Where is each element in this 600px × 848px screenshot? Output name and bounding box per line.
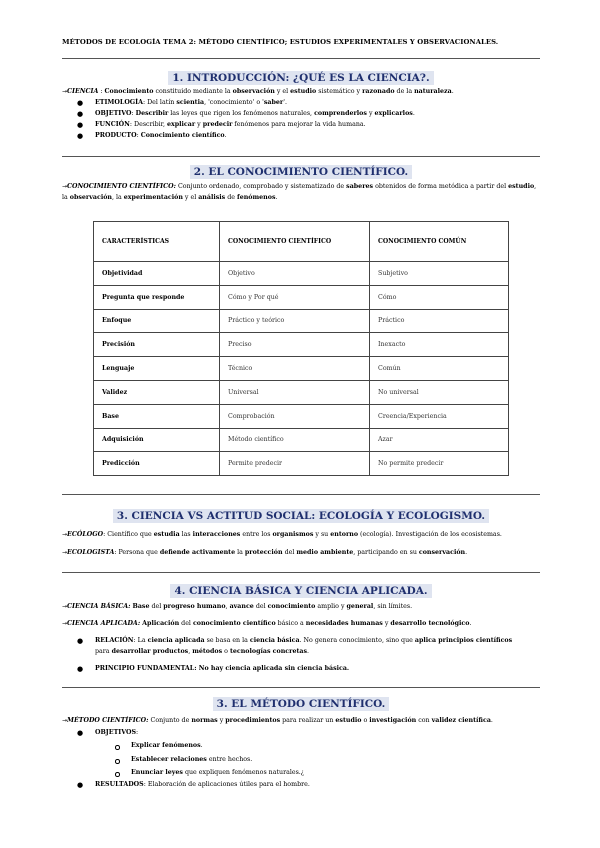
table-cell: Preciso bbox=[220, 333, 370, 357]
table-cell: Práctico y teórico bbox=[220, 309, 370, 333]
divider bbox=[62, 156, 540, 157]
table-cell: Comprobación bbox=[220, 404, 370, 428]
table-cell: Creencia/Experiencia bbox=[370, 404, 509, 428]
section-heading-3: 3. CIENCIA VS ACTITUD SOCIAL: ECOLOGÍA Y ECOLOGISMO. bbox=[62, 510, 540, 522]
bullet-icon: ● bbox=[77, 637, 84, 645]
table-row bbox=[94, 428, 509, 452]
circle-bullet-icon bbox=[115, 772, 120, 777]
bullet-icon: ● bbox=[77, 121, 84, 129]
section-heading-4: 4. CIENCIA BÁSICA Y CIENCIA APLICADA. bbox=[62, 585, 540, 597]
section-heading-1: 1. INTRODUCCIÓN: ¿QUÉ ES LA CIENCIA?. bbox=[62, 72, 540, 84]
table-row bbox=[94, 262, 509, 286]
table-cell: Base bbox=[94, 404, 220, 428]
comparison-table bbox=[93, 221, 509, 476]
ciencia-basica-definition: →CIENCIA BÁSICA: Base del progreso humano, avance del conocimiento amplio y general, sin límites. bbox=[62, 603, 413, 610]
table-header: CONOCIMIENTO CIENTÍFICO bbox=[220, 222, 370, 262]
table-cell: Método científico bbox=[220, 428, 370, 452]
table-row bbox=[94, 309, 509, 333]
table-row bbox=[94, 404, 509, 428]
divider bbox=[62, 687, 540, 688]
table-row bbox=[94, 333, 509, 357]
bullet-icon: ● bbox=[77, 729, 84, 737]
divider bbox=[62, 494, 540, 495]
table-header: CARACTERÍSTICAS bbox=[94, 222, 220, 262]
bullet-icon: ● bbox=[77, 132, 84, 140]
table-cell: Inexacto bbox=[370, 333, 509, 357]
section-heading-5: 3. EL MÉTODO CIENTÍFICO. bbox=[62, 698, 540, 710]
bullet-relacion: RELACIÓN: La ciencia aplicada se basa en la ciencia básica. No genera conocimiento, sino que aplica principios científicos para desarrollar productos, métodos o tecnologías concretas. bbox=[95, 637, 513, 655]
table-cell: No permite predecir bbox=[370, 452, 509, 476]
bullet-icon: ● bbox=[77, 99, 84, 107]
bullet-icon: ● bbox=[77, 781, 84, 789]
table-cell: Cómo y Por qué bbox=[220, 285, 370, 309]
table-cell: Azar bbox=[370, 428, 509, 452]
metodo-definition: →MÉTODO CIENTÍFICO: Conjunto de normas y procedimientos para realizar un estudio o investigación con validez científica. bbox=[62, 717, 493, 724]
bullet-producto: PRODUCTO: Conocimiento científico. bbox=[95, 132, 227, 139]
bullet-icon: ● bbox=[77, 110, 84, 118]
circle-bullet-icon bbox=[115, 745, 120, 750]
ciencia-definition: →CIENCIA : Conocimiento constituido mediante la observación y el estudio sistemático y razonado de la naturaleza. bbox=[62, 88, 454, 95]
table-cell: Común bbox=[370, 357, 509, 381]
table-cell: Adquisición bbox=[94, 428, 220, 452]
table-cell: Técnico bbox=[220, 357, 370, 381]
subitem-explicar: Explicar fenómenos. bbox=[131, 742, 203, 749]
table-row bbox=[94, 380, 509, 404]
bullet-icon: ● bbox=[77, 665, 84, 673]
table-header: CONOCIMIENTO COMÚN bbox=[370, 222, 509, 262]
table-cell: Lenguaje bbox=[94, 357, 220, 381]
table-cell: Pregunta que responde bbox=[94, 285, 220, 309]
document-title: MÉTODOS DE ECOLOGÍA TEMA 2: MÉTODO CIENTÍFICO; ESTUDIOS EXPERIMENTALES Y OBSERVACIONALES. bbox=[62, 38, 499, 46]
table-cell: Predicción bbox=[94, 452, 220, 476]
bullet-objetivos: OBJETIVOS: bbox=[95, 729, 139, 736]
bullet-resultados: RESULTADOS: Elaboración de aplicaciones útiles para el hombre. bbox=[95, 781, 310, 788]
table-cell: Cómo bbox=[370, 285, 509, 309]
table-cell: Subjetivo bbox=[370, 262, 509, 286]
table-cell: Enfoque bbox=[94, 309, 220, 333]
table-cell: Validez bbox=[94, 380, 220, 404]
bullet-objetivo: OBJETIVO: Describir las leyes que rigen los fenómenos naturales, comprenderlos y explicarlos. bbox=[95, 110, 415, 117]
conocimiento-definition: →CONOCIMIENTO CIENTÍFICO: Conjunto ordenado, comprobado y sistematizado de saberes obtenidos de forma metódica a partir del estudio, la observación, la experimentación y el análisis de fenómenos. bbox=[62, 183, 537, 201]
table-row bbox=[94, 285, 509, 309]
table-cell: Práctico bbox=[370, 309, 509, 333]
bullet-etimologia: ETIMOLOGÍA: Del latín scientia, 'conocimiento' o 'saber'. bbox=[95, 99, 287, 106]
table-cell: Objetivo bbox=[220, 262, 370, 286]
table-row bbox=[94, 452, 509, 476]
table-header-row bbox=[94, 222, 509, 262]
table-cell: Universal bbox=[220, 380, 370, 404]
ciencia-aplicada-definition: →CIENCIA APLICADA: Aplicación del conocimiento científico básico a necesidades humanas y desarrollo tecnológico. bbox=[62, 620, 472, 627]
circle-bullet-icon bbox=[115, 759, 120, 764]
table-cell: No universal bbox=[370, 380, 509, 404]
ecologista-definition: →ECOLOGISTA: Persona que defiende activamente la protección del medio ambiente, participando en su conservación. bbox=[62, 549, 468, 556]
ecologo-definition: →ECÓLOGO: Científico que estudia las interacciones entre los organismos y su entorno (ecología). Investigación de los ecosistemas. bbox=[62, 531, 502, 538]
bullet-funcion: FUNCIÓN: Describir, explicar y predecir fenómenos para mejorar la vida humana. bbox=[95, 121, 366, 128]
table-cell: Permite predecir bbox=[220, 452, 370, 476]
section-heading-2: 2. EL CONOCIMIENTO CIENTÍFICO. bbox=[62, 166, 540, 178]
table-cell: Objetividad bbox=[94, 262, 220, 286]
subitem-establecer: Establecer relaciones entre hechos. bbox=[131, 756, 253, 763]
subitem-enunciar: Enunciar leyes que expliquen fenómenos naturales.¿ bbox=[131, 769, 305, 776]
bullet-principio: PRINCIPIO FUNDAMENTAL: No hay ciencia aplicada sin ciencia básica. bbox=[95, 665, 350, 672]
divider bbox=[62, 572, 540, 573]
table-row bbox=[94, 357, 509, 381]
table-cell: Precisión bbox=[94, 333, 220, 357]
divider bbox=[62, 58, 540, 59]
